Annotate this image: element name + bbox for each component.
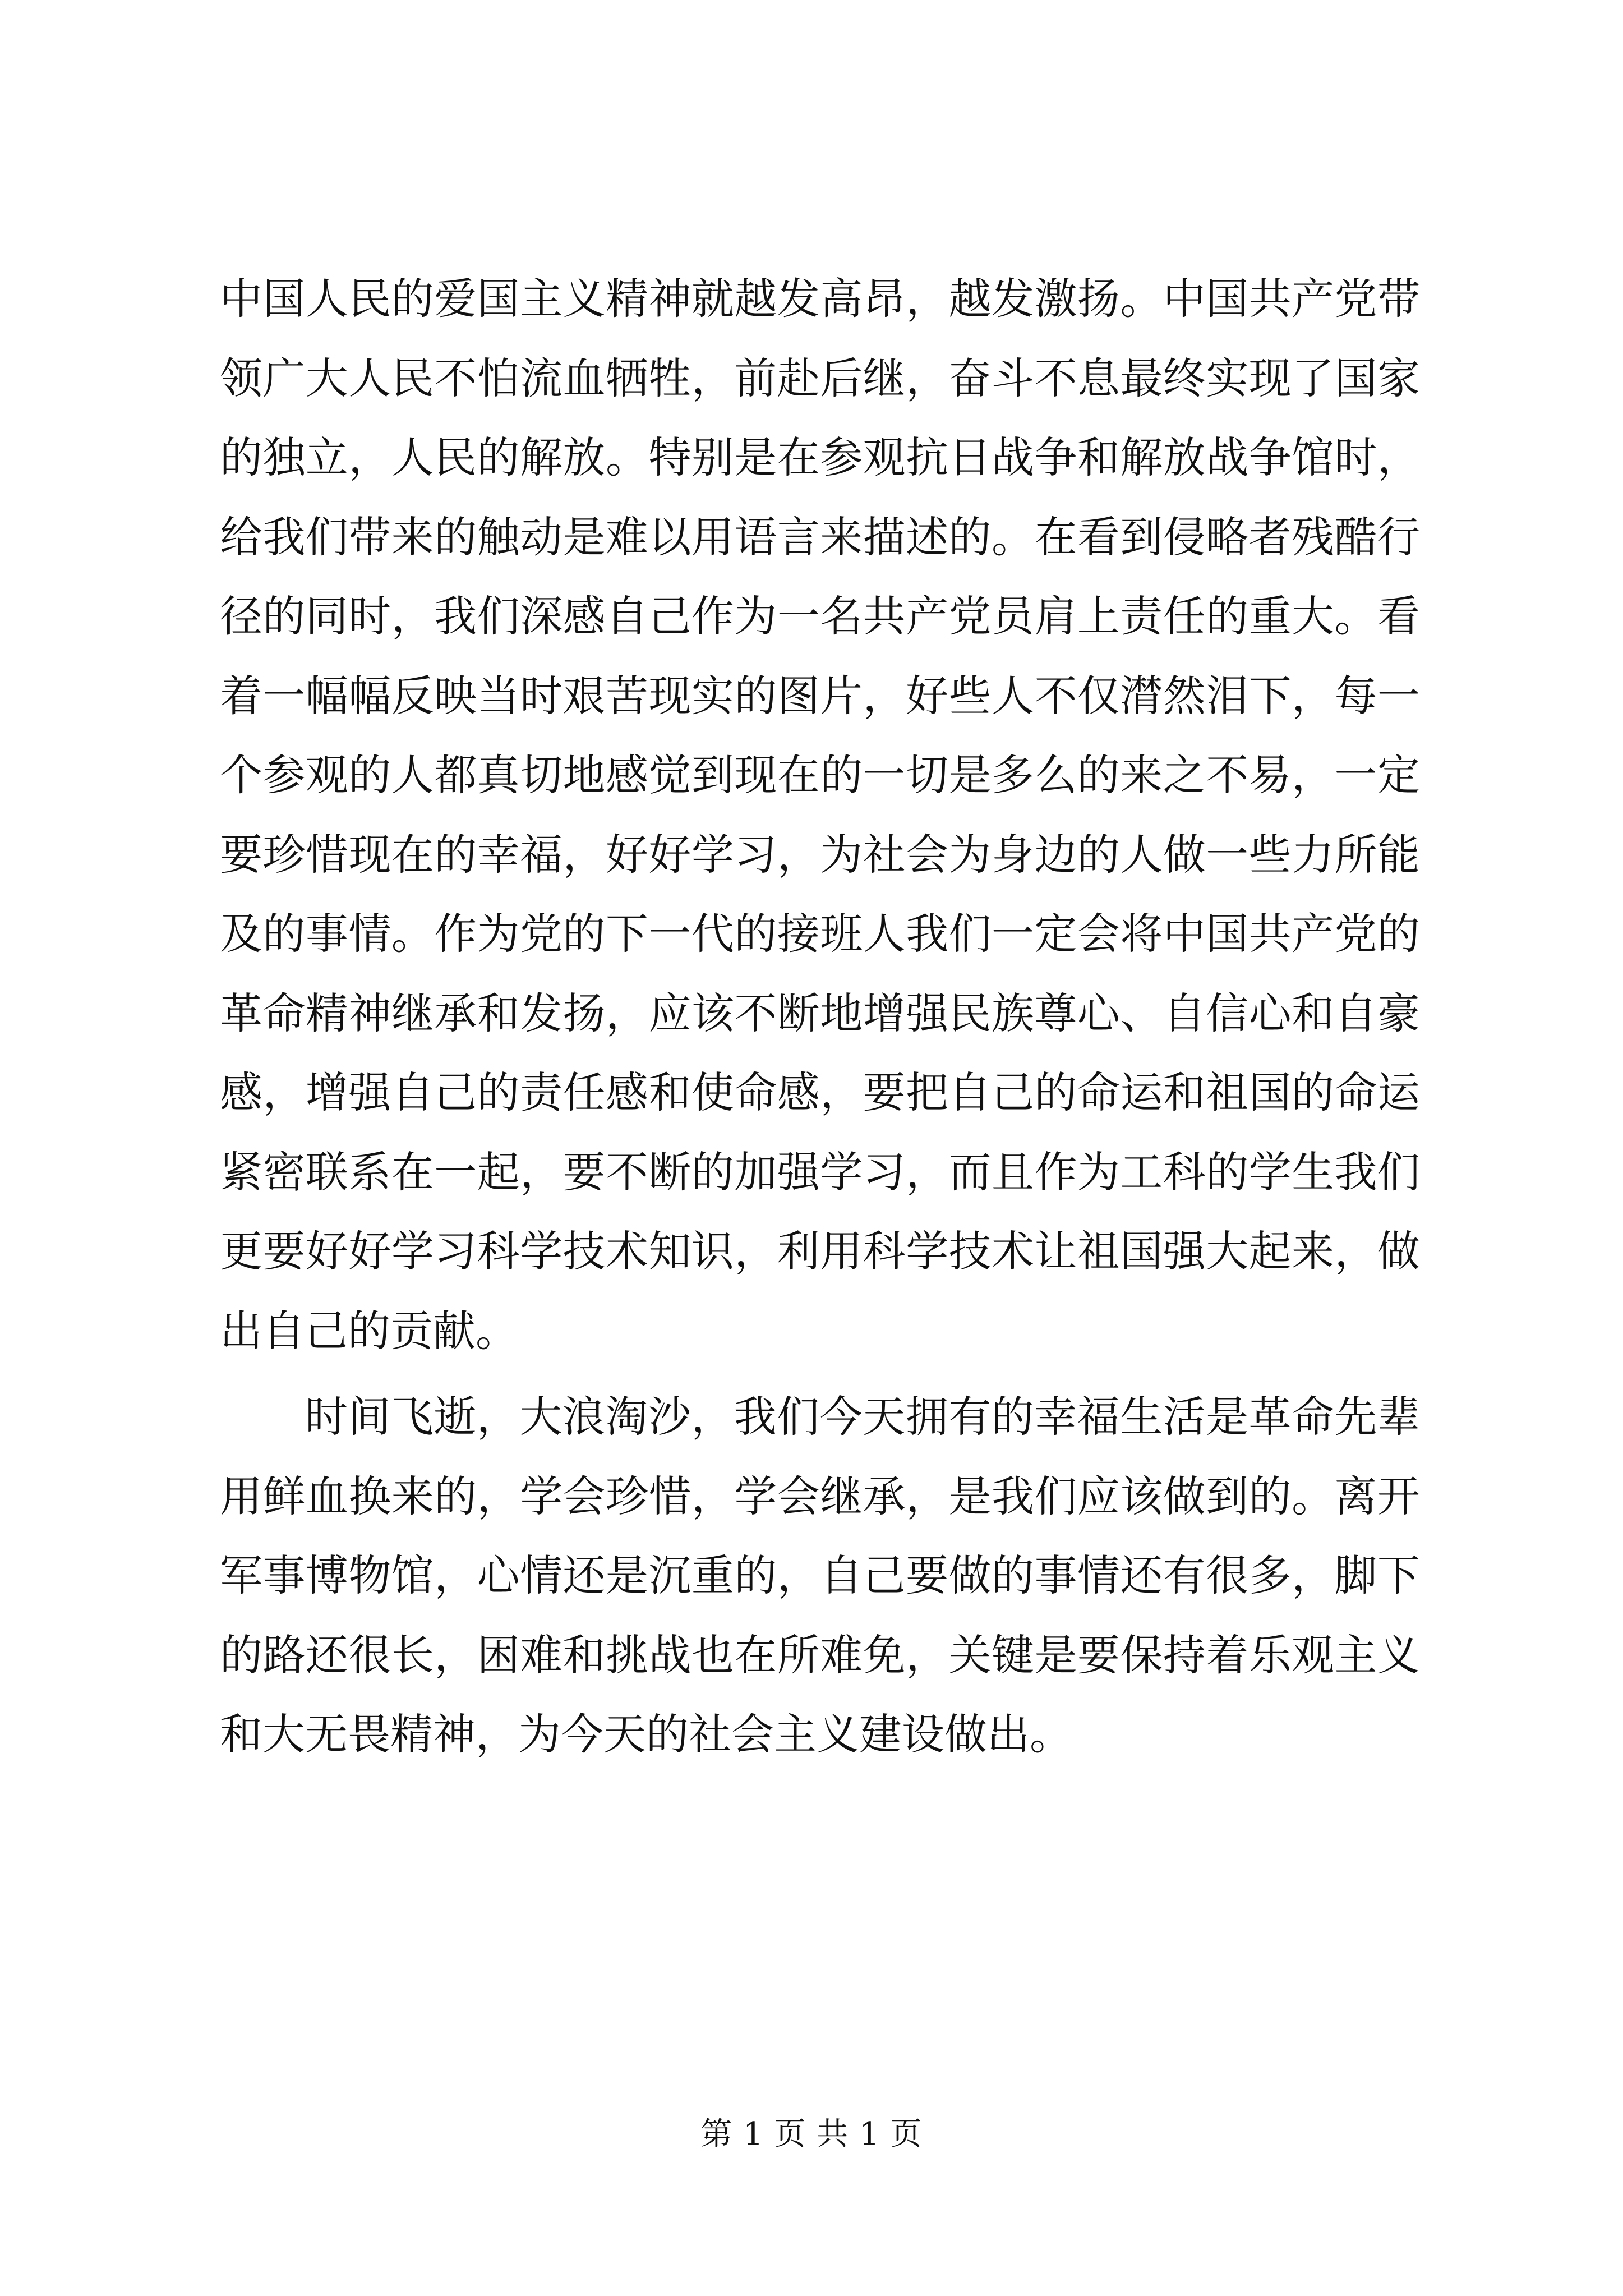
text-line: 径的同时，我们深感自己作为一名共产党员肩上责任的重大。看	[220, 591, 1420, 641]
text-line: 要珍惜现在的幸福，好好学习，为社会为身边的人做一些力所能	[220, 829, 1420, 880]
text-line: 着一幅幅反映当时艰苦现实的图片，好些人不仅潸然泪下，每一	[220, 670, 1420, 721]
text-line: 时间飞逝，大浪淘沙，我们今天拥有的幸福生活是革命先辈	[305, 1392, 1420, 1442]
text-line: 和大无畏精神，为今天的社会主义建设做出。	[220, 1709, 1072, 1759]
page-footer: 第 1 页 共 1 页	[700, 2116, 923, 2152]
text-line: 紧密联系在一起，要不断的加强学习，而且作为工科的学生我们	[220, 1147, 1420, 1197]
text-line: 出自己的贡献。	[220, 1305, 518, 1356]
text-line: 的独立，人民的解放。特别是在参观抗日战争和解放战争馆时，	[220, 432, 1420, 482]
text-line: 更要好好学习科学技术知识，利用科学技术让祖国强大起来，做	[220, 1226, 1420, 1276]
text-line: 用鲜血换来的，学会珍惜，学会继承，是我们应该做到的。离开	[220, 1471, 1420, 1521]
paragraph-gap	[220, 1370, 1420, 1377]
text-line: 感，增强自己的责任感和使命感，要把自己的命运和祖国的命运	[220, 1068, 1420, 1117]
text-line: 中国人民的爱国主义精神就越发高昂，越发激扬。中国共产党带	[220, 274, 1420, 324]
paragraph	[220, 259, 1420, 1370]
text-line: 个参观的人都真切地感觉到现在的一切是多么的来之不易，一定	[220, 750, 1420, 800]
document-body	[220, 259, 1420, 1774]
paragraph	[220, 1377, 1420, 1774]
text-line: 给我们带来的触动是难以用语言来描述的。在看到侵略者残酷行	[220, 512, 1420, 562]
text-line: 革命精神继承和发扬，应该不断地增强民族尊心、自信心和自豪	[220, 988, 1420, 1038]
text-line: 及的事情。作为党的下一代的接班人我们一定会将中国共产党的	[220, 909, 1420, 959]
text-line: 军事博物馆，心情还是沉重的，自己要做的事情还有很多，脚下	[220, 1550, 1420, 1600]
text-line: 领广大人民不怕流血牺牲，前赴后继，奋斗不息最终实现了国家	[220, 353, 1420, 403]
text-line: 的路还很长，困难和挑战也在所难免，关键是要保持着乐观主义	[220, 1630, 1420, 1680]
